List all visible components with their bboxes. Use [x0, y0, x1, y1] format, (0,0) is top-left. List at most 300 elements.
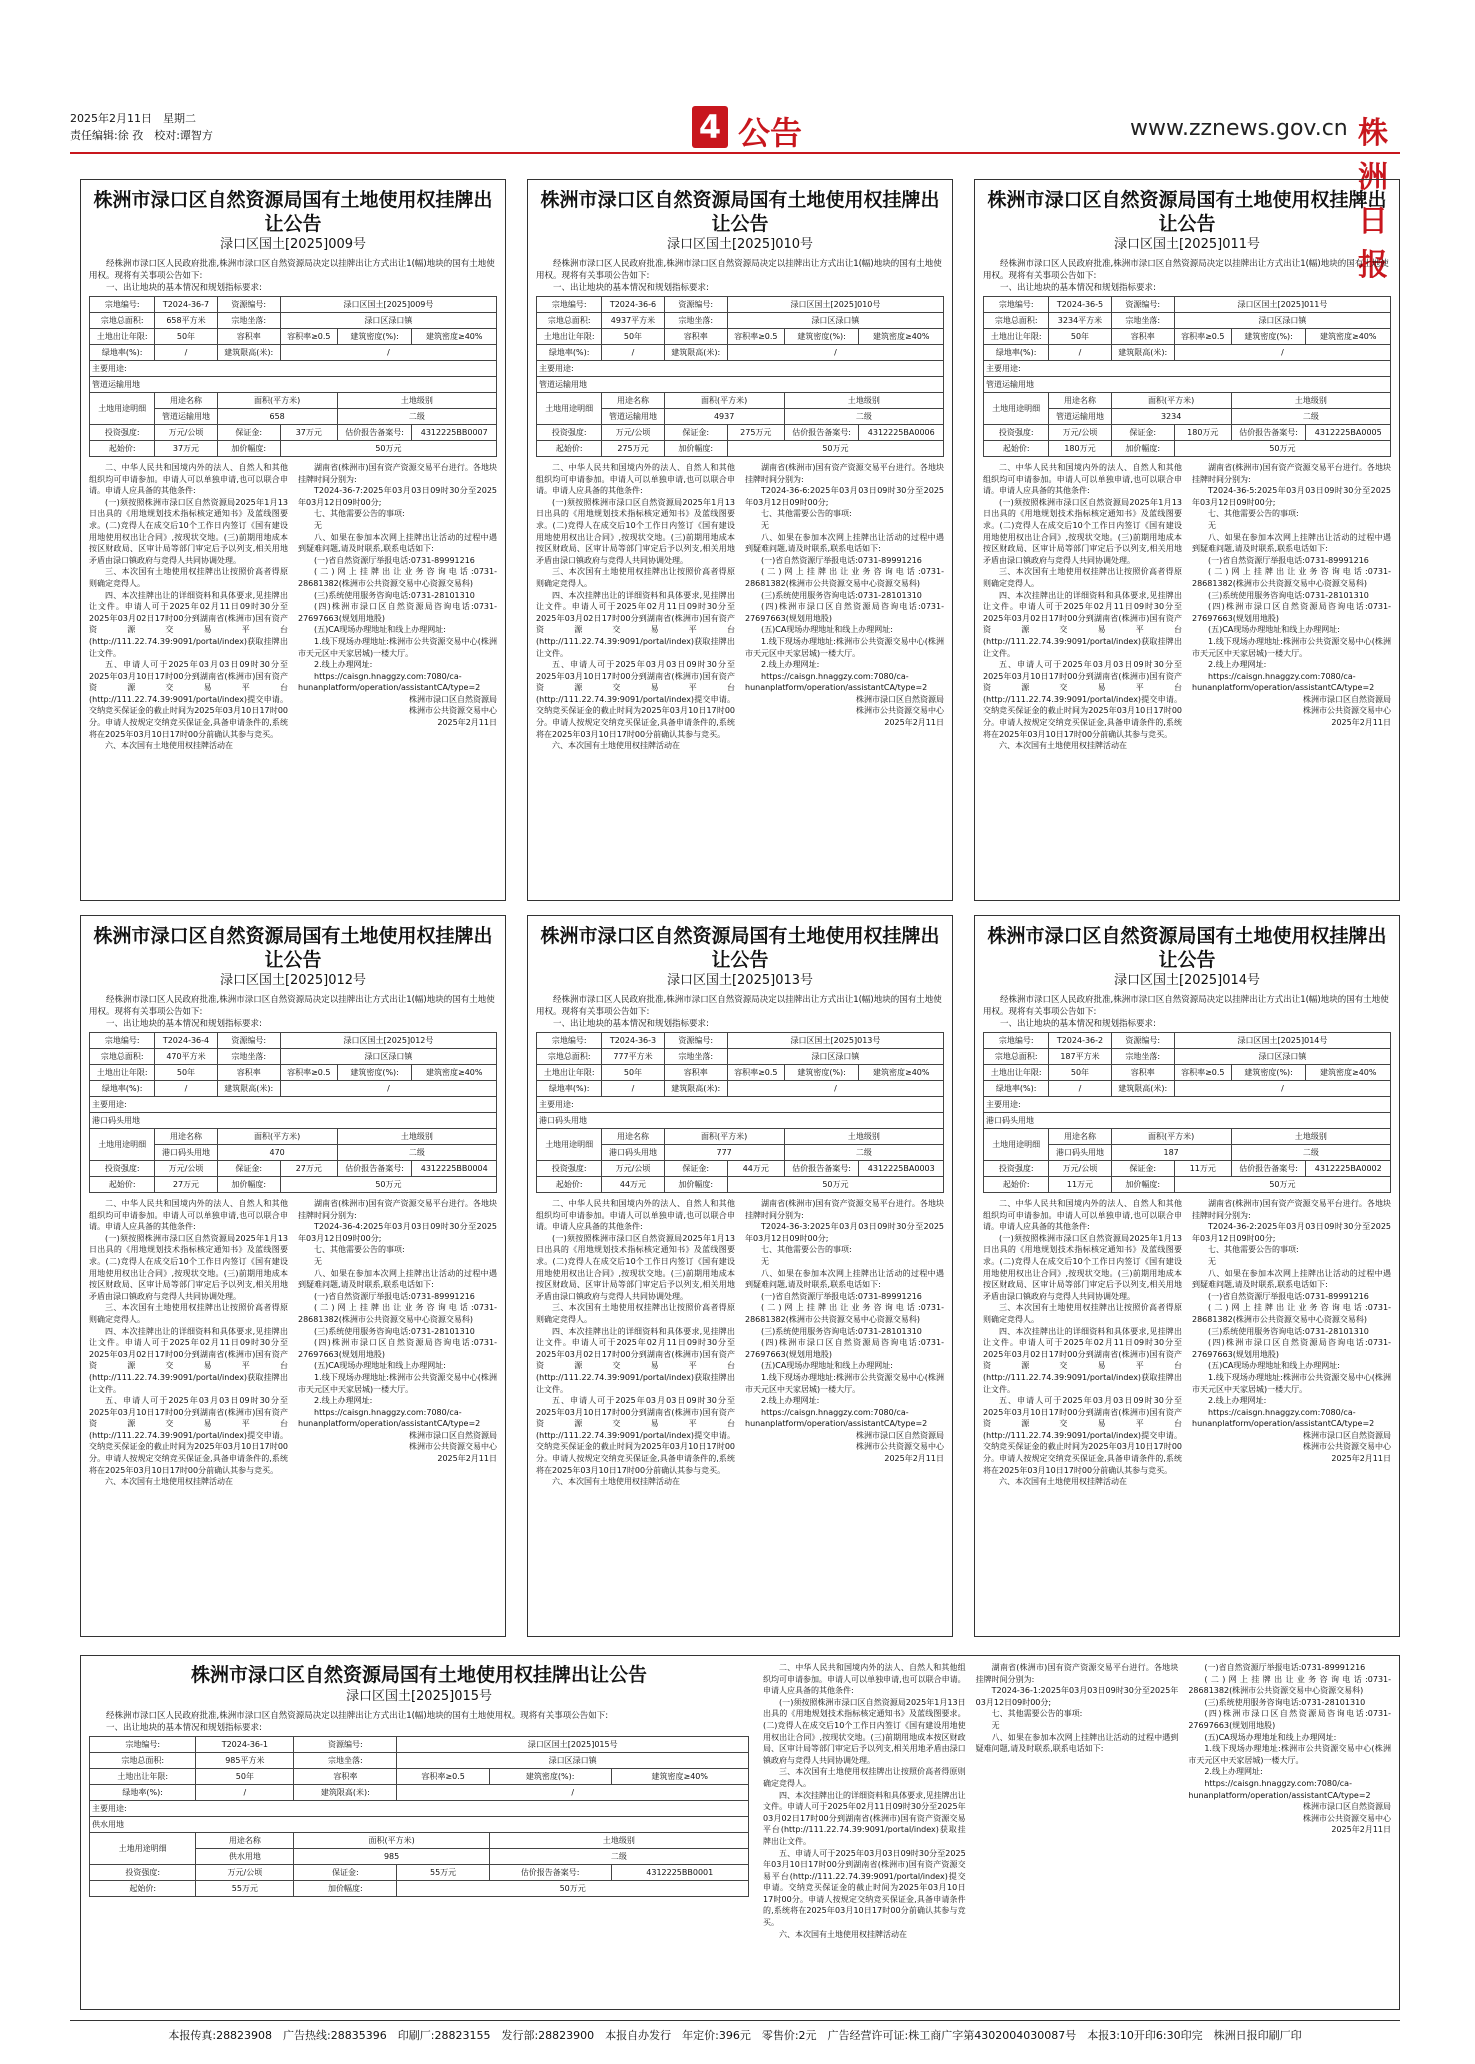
body-paragraph: (二)网上挂牌出让业务咨询电话:0731-28681382(株洲市公共资源交易中心资源交易科)	[745, 567, 944, 588]
value-area-sqm: 4937	[664, 409, 784, 425]
body-paragraph: 八、如果在参加本次网上挂牌出让活动的过程中遇到疑难问题,请及时联系,联系电话如下:	[1192, 532, 1391, 554]
body-paragraph: 八、如果在参加本次网上挂牌出让活动的过程中遇到疑难问题,请及时联系,联系电话如下:	[975, 1732, 1179, 1754]
sign-date: 2025年2月11日	[1331, 718, 1391, 728]
label-greening: 绿地率(%):	[90, 1081, 155, 1097]
value-far: 容积率≥0.5	[280, 329, 337, 345]
label-increment: 加价幅度:	[217, 1177, 280, 1193]
notice-intro: 经株洲市渌口区人民政府批准,株洲市渌口区自然资源局决定以挂牌出让方式出让1(幅)地块的国有土地使用权。现将有关事项公告如下:	[89, 995, 495, 1017]
body-col-left	[89, 1198, 288, 1488]
label-detail: 土地用途明细	[537, 393, 602, 425]
label-land-grade: 土地级别	[784, 1129, 943, 1145]
value-greening: /	[1049, 1081, 1111, 1097]
label-parcel-no: 宗地编号:	[984, 297, 1049, 313]
value-estimate: 4312225BB0007	[412, 425, 497, 441]
label-investment: 投资强度:	[984, 1161, 1049, 1177]
body-paragraph: 湖南省(株洲市)国有资产资源交易平台进行。各地块挂牌时间分别为:	[745, 1199, 944, 1220]
header-rule	[70, 152, 1400, 154]
value-setback: /	[1174, 345, 1390, 361]
label-use-name: 用途名称	[602, 393, 664, 409]
label-asset-no: 资源编号:	[1111, 1033, 1174, 1049]
body-paragraph: 六、本次国有土地使用权挂牌活动在	[779, 1929, 907, 1939]
label-area: 宗地总面积:	[90, 313, 155, 329]
label-far: 容积率	[664, 329, 727, 345]
label-detail: 土地用途明细	[90, 393, 155, 425]
notice-title: 株洲市渌口区自然资源局国有土地使用权挂牌出让公告	[540, 189, 940, 235]
label-density: 建筑密度(%):	[784, 329, 859, 345]
label-area-sqm: 面积(平方米)	[217, 1129, 337, 1145]
body-paragraph: 六、本次国有土地使用权挂牌活动在	[105, 741, 233, 751]
value-use-name: 管道运输用地	[155, 409, 217, 425]
label-increment: 加价幅度:	[1111, 441, 1174, 457]
value-greening: /	[155, 345, 217, 361]
body-paragraph: 六、本次国有土地使用权挂牌活动在	[999, 1477, 1127, 1487]
notice-title: 株洲市渌口区自然资源局国有土地使用权挂牌出让公告	[987, 189, 1387, 235]
body-paragraph: https://caisgn.hnaggzy.com:7080/ca-hunanplatform/operation/assistantCA/type=2	[298, 1407, 481, 1429]
body-paragraph: 二、中华人民共和国境内外的法人、自然人和其他组织均可申请参加。申请人可以单独申请,也可以联合申请。申请人应具备的其他条件:	[89, 463, 288, 496]
body-paragraph: (三)系统使用服务咨询电话:0731-28101310	[314, 590, 475, 600]
parcel-table	[89, 296, 497, 457]
body-paragraph: 1.线下现场办理地址:株洲市公共资源交易中心(株洲市天元区中天家居城)一楼大厅。	[298, 1372, 497, 1394]
label-location: 宗地坐落:	[1111, 313, 1174, 329]
body-col-right	[745, 462, 944, 752]
label-start: 起始价:	[537, 441, 602, 457]
notice-body	[536, 462, 944, 752]
body-paragraph: (一)须按照株洲市渌口区自然资源局2025年1月13日出具的《用地规划技术指标核定通知书》及蓝线图要求。(二)竞得人在成交后10个工作日内签订《国有建设用地使用权出让合同》,按现状交地。(三)前期用地成本按区财政局、区审计局等部门审定后予以列支,相关用地矛盾由渌口镇政府与竞得人共同协调处理。	[983, 1233, 1182, 1301]
body-paragraph: (五)CA现场办理地址和线上办理网址:	[761, 1361, 893, 1371]
value-location: 渌口区渌口镇	[1174, 1049, 1390, 1065]
label-estimate: 估价报告备案号:	[489, 1865, 611, 1881]
value-asset-no: 渌口区国土[2025]013号	[727, 1033, 943, 1049]
label-investment: 投资强度:	[90, 425, 155, 441]
value-use: 管道运输用地	[537, 377, 944, 393]
body-paragraph: 四、本次挂牌出让的详细资料和具体要求,见挂牌出让文件。申请人可于2025年02月11日09时30分至2025年03月02日17时00分到湖南省(株洲市)国有资产资源交易平台(http://111.22.74.39:9091/portal/index)获取挂牌出让文件。	[89, 1326, 288, 1394]
label-greening: 绿地率(%):	[537, 345, 602, 361]
value-area-sqm: 777	[664, 1145, 784, 1161]
label-far: 容积率	[1111, 329, 1174, 345]
value-start: 27万元	[155, 1177, 217, 1193]
body-paragraph: 七、其他需要公告的事项:	[314, 1245, 405, 1255]
value-area: 658平方米	[155, 313, 217, 329]
body-paragraph: 三、本次国有土地使用权挂牌出让按照价高者得原则确定竞得人。	[536, 1303, 735, 1324]
notice-subhead: 一、出让地块的基本情况和规划指标要求:	[1000, 1019, 1156, 1029]
label-increment: 加价幅度:	[664, 1177, 727, 1193]
label-area-sqm: 面积(平方米)	[1111, 1129, 1231, 1145]
body-paragraph: 二、中华人民共和国境内外的法人、自然人和其他组织均可申请参加。申请人可以单独申请,也可以联合申请。申请人应具备的其他条件:	[89, 1199, 288, 1232]
body-paragraph: 无	[314, 520, 322, 530]
body-paragraph: (三)系统使用服务咨询电话:0731-28101310	[761, 1326, 922, 1336]
value-area: 985平方米	[196, 1753, 294, 1769]
label-guarantee: 保证金:	[294, 1865, 397, 1881]
body-paragraph: https://caisgn.hnaggzy.com:7080/ca-hunanplatform/operation/assistantCA/type=2	[1192, 671, 1375, 693]
label-location: 宗地坐落:	[217, 313, 280, 329]
label-start: 起始价:	[537, 1177, 602, 1193]
body-col-2	[976, 1662, 1179, 2003]
label-term: 土地出让年限:	[984, 1065, 1049, 1081]
label-guarantee: 保证金:	[664, 425, 727, 441]
schedule-line: T2024-36-3:2025年03月03日09时30分至2025年03月12日09时00分;	[745, 1222, 944, 1243]
value-start: 180万元	[1049, 441, 1111, 457]
sign-date: 2025年2月11日	[884, 1454, 944, 1464]
notice-intro: 经株洲市渌口区人民政府批准,株洲市渌口区自然资源局决定以挂牌出让方式出让1(幅)地块的国有土地使用权。现将有关事项公告如下:	[89, 259, 495, 281]
label-increment: 加价幅度:	[217, 441, 280, 457]
notice-subhead: 一、出让地块的基本情况和规划指标要求:	[106, 1019, 262, 1029]
notice-number: 渌口区国土[2025]011号	[1113, 237, 1261, 252]
value-asset-no: 渌口区国土[2025]011号	[1174, 297, 1390, 313]
value-start: 275万元	[602, 441, 664, 457]
value-land-grade: 二级	[337, 1145, 496, 1161]
label-start: 起始价:	[90, 1177, 155, 1193]
label-investment: 投资强度:	[984, 425, 1049, 441]
value-far: 容积率≥0.5	[397, 1769, 490, 1785]
page-footer: 本报传真:28823908 广告热线:28835396 印刷厂:28823155 发行部:28823900 本报自办发行 年定价:396元 零售价:2元 广告经营许可证:株工商广字第4302004030087号 本报3:10开印6:30印完 株洲日报印刷厂印	[70, 2020, 1400, 2043]
value-land-grade: 二级	[1231, 409, 1390, 425]
value-use: 港口码头用地	[90, 1113, 497, 1129]
label-detail: 土地用途明细	[90, 1129, 155, 1161]
value-land-grade: 二级	[337, 409, 496, 425]
body-paragraph: 二、中华人民共和国境内外的法人、自然人和其他组织均可申请参加。申请人可以单独申请,也可以联合申请。申请人应具备的其他条件:	[763, 1663, 966, 1696]
body-paragraph: 三、本次国有土地使用权挂牌出让按照价高者得原则确定竞得人。	[536, 567, 735, 588]
value-area-sqm: 658	[217, 409, 337, 425]
body-paragraph: 湖南省(株洲市)国有资产资源交易平台进行。各地块挂牌时间分别为:	[298, 1199, 497, 1220]
body-paragraph: (一)须按照株洲市渌口区自然资源局2025年1月13日出具的《用地规划技术指标核定通知书》及蓝线图要求。(二)竞得人在成交后10个工作日内签订《国有建设用地使用权出让合同》,按现状交地。(三)前期用地成本按区财政局、区审计局等部门审定后予以列支,相关用地矛盾由渌口镇政府与竞得人共同协调处理。	[536, 497, 735, 565]
body-paragraph: (一)须按照株洲市渌口区自然资源局2025年1月13日出具的《用地规划技术指标核定通知书》及蓝线图要求。(二)竞得人在成交后10个工作日内签订《国有建设用地使用权出让合同》,按现状交地。(三)前期用地成本按区财政局、区审计局等部门审定后予以列支,相关用地矛盾由渌口镇政府与竞得人共同协调处理。	[89, 497, 288, 565]
body-paragraph: 无	[1208, 1256, 1216, 1266]
value-estimate: 4312225BA0006	[859, 425, 944, 441]
notice-title: 株洲市渌口区自然资源局国有土地使用权挂牌出让公告	[540, 925, 940, 971]
body-paragraph: 四、本次挂牌出让的详细资料和具体要求,见挂牌出让文件。申请人可于2025年02月11日09时30分至2025年03月02日17时00分到湖南省(株洲市)国有资产资源交易平台(http://111.22.74.39:9091/portal/index)获取挂牌出让文件。	[536, 590, 735, 658]
label-setback: 建筑限高(米):	[664, 345, 727, 361]
label-detail: 土地用途明细	[537, 1129, 602, 1161]
label-setback: 建筑限高(米):	[1111, 345, 1174, 361]
label-detail: 土地用途明细	[984, 1129, 1049, 1161]
label-asset-no: 资源编号:	[217, 297, 280, 313]
body-col-1	[763, 1662, 966, 2003]
body-paragraph: (二)网上挂牌出让业务咨询电话:0731-28681382(株洲市公共资源交易中心资源交易科)	[298, 1303, 497, 1324]
label-land-grade: 土地级别	[337, 393, 496, 409]
label-term: 土地出让年限:	[90, 1065, 155, 1081]
body-col-right	[298, 1198, 497, 1488]
label-land-grade: 土地级别	[1231, 1129, 1390, 1145]
body-paragraph: (四)株洲市渌口区自然资源局咨询电话:0731-27697663(规划用地股)	[1192, 602, 1391, 623]
parcel-table	[89, 1736, 749, 1897]
body-paragraph: (二)网上挂牌出让业务咨询电话:0731-28681382(株洲市公共资源交易中心资源交易科)	[1192, 567, 1391, 588]
value-density: 建筑密度≥40%	[1306, 1065, 1391, 1081]
body-paragraph: 无	[761, 520, 769, 530]
label-start: 起始价:	[90, 441, 155, 457]
notice-card	[974, 179, 1400, 901]
body-paragraph: 二、中华人民共和国境内外的法人、自然人和其他组织均可申请参加。申请人可以单独申请,也可以联合申请。申请人应具备的其他条件:	[536, 1199, 735, 1232]
label-location: 宗地坐落:	[217, 1049, 280, 1065]
schedule-line: T2024-36-5:2025年03月03日09时30分至2025年03月12日09时00分;	[1192, 486, 1391, 507]
label-investment: 投资强度:	[90, 1161, 155, 1177]
body-col-left	[536, 462, 735, 752]
notice-body	[89, 1198, 497, 1488]
label-asset-no: 资源编号:	[294, 1737, 397, 1753]
body-paragraph: (三)系统使用服务咨询电话:0731-28101310	[1204, 1697, 1366, 1707]
value-guarantee: 55万元	[397, 1865, 490, 1881]
notice-subhead: 一、出让地块的基本情况和规划指标要求:	[553, 283, 709, 293]
value-far: 容积率≥0.5	[280, 1065, 337, 1081]
value-investment: 万元/公顷	[1049, 1161, 1111, 1177]
label-area: 宗地总面积:	[90, 1049, 155, 1065]
value-land-grade: 二级	[784, 409, 943, 425]
notice-card	[527, 179, 953, 901]
value-area-sqm: 470	[217, 1145, 337, 1161]
value-area: 3234平方米	[1049, 313, 1111, 329]
value-area: 187平方米	[1049, 1049, 1111, 1065]
value-term: 50年	[1049, 1065, 1111, 1081]
body-col-left	[983, 462, 1182, 752]
value-start: 44万元	[602, 1177, 664, 1193]
notice-intro: 经株洲市渌口区人民政府批准,株洲市渌口区自然资源局决定以挂牌出让方式出让1(幅)地块的国有土地使用权。现将有关事项公告如下:	[983, 995, 1389, 1017]
value-guarantee: 275万元	[727, 425, 784, 441]
signer: 株洲市公共资源交易中心	[856, 706, 944, 716]
label-area: 宗地总面积:	[90, 1753, 196, 1769]
value-setback: /	[280, 1081, 496, 1097]
label-far: 容积率	[664, 1065, 727, 1081]
body-paragraph: 四、本次挂牌出让的详细资料和具体要求,见挂牌出让文件。申请人可于2025年02月11日09时30分至2025年03月02日17时00分到湖南省(株洲市)国有资产资源交易平台(http://111.22.74.39:9091/portal/index)获取挂牌出让文件。	[763, 1790, 966, 1846]
body-paragraph: 1.线下现场办理地址:株洲市公共资源交易中心(株洲市天元区中天家居城)一楼大厅。	[1188, 1744, 1392, 1765]
label-density: 建筑密度(%):	[1231, 329, 1306, 345]
signer: 株洲市公共资源交易中心	[856, 1442, 944, 1452]
label-guarantee: 保证金:	[1111, 1161, 1174, 1177]
value-area-sqm: 3234	[1111, 409, 1231, 425]
body-paragraph: 五、申请人可于2025年03月03日09时30分至2025年03月10日17时00分到湖南省(株洲市)国有资产资源交易平台(http://111.22.74.39:9091/portal/index)提交申请。交纳竞买保证金的截止时间为2025年03月10日17时00分。申请人按规定交纳竞买保证金,具备申请条件的,系统将在2025年03月10日17时00分前确认其参与竞买。	[763, 1848, 966, 1928]
body-paragraph: 无	[991, 1720, 1000, 1730]
value-location: 渌口区渌口镇	[727, 313, 943, 329]
notice-subhead: 一、出让地块的基本情况和规划指标要求:	[1000, 283, 1156, 293]
label-greening: 绿地率(%):	[984, 345, 1049, 361]
label-increment: 加价幅度:	[664, 441, 727, 457]
body-col-3	[1188, 1662, 1391, 2003]
editor-credits: 责任编辑:徐 孜 校对:谭智方	[70, 129, 213, 142]
label-far: 容积率	[217, 1065, 280, 1081]
notice-intro: 经株洲市渌口区人民政府批准,株洲市渌口区自然资源局决定以挂牌出让方式出让1(幅)地块的国有土地使用权。现将有关事项公告如下:	[106, 1711, 609, 1721]
body-paragraph: 湖南省(株洲市)国有资产资源交易平台进行。各地块挂牌时间分别为:	[975, 1663, 1179, 1684]
label-asset-no: 资源编号:	[664, 1033, 727, 1049]
signer: 株洲市公共资源交易中心	[409, 706, 497, 716]
value-density: 建筑密度≥40%	[412, 1065, 497, 1081]
sign-date: 2025年2月11日	[1331, 1454, 1391, 1464]
label-estimate: 估价报告备案号:	[1231, 425, 1306, 441]
value-land-grade: 二级	[784, 1145, 943, 1161]
schedule-line: T2024-36-7:2025年03月03日09时30分至2025年03月12日09时00分;	[298, 486, 497, 507]
body-paragraph: 1.线下现场办理地址:株洲市公共资源交易中心(株洲市天元区中天家居城)一楼大厅。	[745, 636, 944, 658]
parcel-table	[983, 1032, 1391, 1193]
value-investment: 万元/公顷	[155, 425, 217, 441]
label-use-name: 用途名称	[1049, 393, 1111, 409]
label-asset-no: 资源编号:	[664, 297, 727, 313]
value-parcel-no: T2024-36-2	[1049, 1033, 1111, 1049]
label-detail: 土地用途明细	[90, 1833, 196, 1865]
value-start: 11万元	[1049, 1177, 1111, 1193]
body-paragraph: 1.线下现场办理地址:株洲市公共资源交易中心(株洲市天元区中天家居城)一楼大厅。	[1192, 636, 1391, 658]
label-land-grade: 土地级别	[337, 1129, 496, 1145]
body-col-left	[89, 462, 288, 752]
label-land-grade: 土地级别	[1231, 393, 1390, 409]
body-paragraph: 1.线下现场办理地址:株洲市公共资源交易中心(株洲市天元区中天家居城)一楼大厅。	[1192, 1372, 1391, 1394]
body-paragraph: (四)株洲市渌口区自然资源局咨询电话:0731-27697663(规划用地股)	[745, 1338, 944, 1359]
value-area: 470平方米	[155, 1049, 217, 1065]
signer: 株洲市公共资源交易中心	[409, 1442, 497, 1452]
schedule-line: T2024-36-6:2025年03月03日09时30分至2025年03月12日09时00分;	[745, 486, 944, 507]
label-increment: 加价幅度:	[1111, 1177, 1174, 1193]
body-paragraph: 七、其他需要公告的事项:	[991, 1709, 1083, 1719]
label-use: 主要用途:	[537, 1097, 944, 1113]
body-paragraph: (五)CA现场办理地址和线上办理网址:	[314, 1361, 446, 1371]
label-parcel-no: 宗地编号:	[90, 297, 155, 313]
label-area: 宗地总面积:	[537, 1049, 602, 1065]
value-start: 37万元	[155, 441, 217, 457]
label-investment: 投资强度:	[537, 1161, 602, 1177]
label-setback: 建筑限高(米):	[217, 1081, 280, 1097]
section-title: 公告	[738, 114, 803, 152]
label-use: 主要用途:	[90, 1801, 749, 1817]
notice-body	[89, 462, 497, 752]
signer: 株洲市公共资源交易中心	[1303, 1813, 1392, 1823]
value-far: 容积率≥0.5	[1174, 329, 1231, 345]
notice-number: 渌口区国土[2025]015号	[345, 1689, 493, 1704]
body-paragraph: 六、本次国有土地使用权挂牌活动在	[999, 741, 1127, 751]
value-location: 渌口区渌口镇	[1174, 313, 1390, 329]
label-density: 建筑密度(%):	[489, 1769, 611, 1785]
signer: 株洲市渌口区自然资源局	[1303, 1430, 1391, 1440]
label-greening: 绿地率(%):	[537, 1081, 602, 1097]
label-setback: 建筑限高(米):	[1111, 1081, 1174, 1097]
body-paragraph: 四、本次挂牌出让的详细资料和具体要求,见挂牌出让文件。申请人可于2025年02月11日09时30分至2025年03月02日17时00分到湖南省(株洲市)国有资产资源交易平台(http://111.22.74.39:9091/portal/index)获取挂牌出让文件。	[983, 590, 1182, 658]
value-setback: /	[727, 1081, 943, 1097]
value-investment: 万元/公顷	[155, 1161, 217, 1177]
value-use: 港口码头用地	[984, 1113, 1391, 1129]
label-use: 主要用途:	[984, 361, 1391, 377]
value-increment: 50万元	[280, 441, 496, 457]
body-paragraph: (一)须按照株洲市渌口区自然资源局2025年1月13日出具的《用地规划技术指标核定通知书》及蓝线图要求。(二)竞得人在成交后10个工作日内签订《国有建设用地使用权出让合同》,按现状交地。(三)前期用地成本按区财政局、区审计局等部门审定后予以列支,相关用地矛盾由渌口镇政府与竞得人共同协调处理。	[983, 497, 1182, 565]
value-asset-no: 渌口区国土[2025]014号	[1174, 1033, 1390, 1049]
body-paragraph: 七、其他需要公告的事项:	[314, 509, 405, 519]
label-far: 容积率	[217, 329, 280, 345]
value-asset-no: 渌口区国土[2025]009号	[280, 297, 496, 313]
body-paragraph: 三、本次国有土地使用权挂牌出让按照价高者得原则确定竞得人。	[763, 1767, 966, 1788]
label-land-grade: 土地级别	[489, 1833, 748, 1849]
body-col-left	[983, 1198, 1182, 1488]
body-paragraph: (二)网上挂牌出让业务咨询电话:0731-28681382(株洲市公共资源交易中心资源交易科)	[1192, 1303, 1391, 1324]
value-use-name: 供水用地	[196, 1849, 294, 1865]
value-setback: /	[280, 345, 496, 361]
label-setback: 建筑限高(米):	[664, 1081, 727, 1097]
label-increment: 加价幅度:	[294, 1881, 397, 1897]
parcel-table	[536, 1032, 944, 1193]
label-location: 宗地坐落:	[1111, 1049, 1174, 1065]
sign-date: 2025年2月11日	[437, 1454, 497, 1464]
value-setback: /	[727, 345, 943, 361]
value-far: 容积率≥0.5	[727, 329, 784, 345]
body-paragraph: 1.线下现场办理地址:株洲市公共资源交易中心(株洲市天元区中天家居城)一楼大厅。	[298, 636, 497, 658]
value-use-name: 管道运输用地	[1049, 409, 1111, 425]
body-paragraph: 五、申请人可于2025年03月03日09时30分至2025年03月10日17时00分到湖南省(株洲市)国有资产资源交易平台(http://111.22.74.39:9091/portal/index)提交申请。交纳竞买保证金的截止时间为2025年03月10日17时00分。申请人按规定交纳竞买保证金,具备申请条件的,系统将在2025年03月10日17时00分前确认其参与竞买。	[89, 660, 288, 739]
label-estimate: 估价报告备案号:	[784, 1161, 859, 1177]
value-location: 渌口区渌口镇	[280, 1049, 496, 1065]
body-paragraph: (一)省自然资源厅举报电话:0731-89991216	[1208, 555, 1369, 565]
value-density: 建筑密度≥40%	[859, 1065, 944, 1081]
body-paragraph: 2.线上办理网址:	[1208, 660, 1267, 670]
value-location: 渌口区渌口镇	[727, 1049, 943, 1065]
body-paragraph: 三、本次国有土地使用权挂牌出让按照价高者得原则确定竞得人。	[983, 567, 1182, 588]
signer: 株洲市公共资源交易中心	[1303, 706, 1391, 716]
value-term: 50年	[196, 1769, 294, 1785]
value-increment: 50万元	[727, 441, 943, 457]
notice-intro: 经株洲市渌口区人民政府批准,株洲市渌口区自然资源局决定以挂牌出让方式出让1(幅)地块的国有土地使用权。现将有关事项公告如下:	[536, 259, 942, 281]
notice-card	[80, 179, 506, 901]
value-use-name: 管道运输用地	[602, 409, 664, 425]
label-use-name: 用途名称	[196, 1833, 294, 1849]
value-density: 建筑密度≥40%	[859, 329, 944, 345]
value-parcel-no: T2024-36-6	[602, 297, 664, 313]
label-estimate: 估价报告备案号:	[1231, 1161, 1306, 1177]
label-estimate: 估价报告备案号:	[337, 425, 412, 441]
value-term: 50年	[602, 329, 664, 345]
value-use-name: 港口码头用地	[1049, 1145, 1111, 1161]
label-term: 土地出让年限:	[537, 1065, 602, 1081]
label-greening: 绿地率(%):	[90, 1785, 196, 1801]
body-col-left	[536, 1198, 735, 1488]
signer: 株洲市渌口区自然资源局	[1303, 694, 1391, 704]
label-parcel-no: 宗地编号:	[90, 1737, 196, 1753]
label-use-name: 用途名称	[1049, 1129, 1111, 1145]
label-area-sqm: 面积(平方米)	[217, 393, 337, 409]
label-location: 宗地坐落:	[664, 313, 727, 329]
body-paragraph: 四、本次挂牌出让的详细资料和具体要求,见挂牌出让文件。申请人可于2025年02月11日09时30分至2025年03月02日17时00分到湖南省(株洲市)国有资产资源交易平台(http://111.22.74.39:9091/portal/index)获取挂牌出让文件。	[536, 1326, 735, 1394]
body-paragraph: (四)株洲市渌口区自然资源局咨询电话:0731-27697663(规划用地股)	[1188, 1709, 1392, 1730]
value-investment: 万元/公顷	[602, 425, 664, 441]
body-paragraph: 湖南省(株洲市)国有资产资源交易平台进行。各地块挂牌时间分别为:	[1192, 463, 1391, 484]
newspaper-logo: 株洲日报	[1358, 116, 1388, 283]
label-area-sqm: 面积(平方米)	[664, 393, 784, 409]
value-land-grade: 二级	[489, 1849, 748, 1865]
label-parcel-no: 宗地编号:	[90, 1033, 155, 1049]
body-paragraph: 二、中华人民共和国境内外的法人、自然人和其他组织均可申请参加。申请人可以单独申请,也可以联合申请。申请人应具备的其他条件:	[983, 463, 1182, 496]
notice-number: 渌口区国土[2025]012号	[219, 973, 367, 988]
label-parcel-no: 宗地编号:	[537, 297, 602, 313]
body-paragraph: 2.线上办理网址:	[1208, 1396, 1267, 1406]
body-paragraph: (二)网上挂牌出让业务咨询电话:0731-28681382(株洲市公共资源交易中心资源交易科)	[1188, 1674, 1392, 1696]
value-increment: 50万元	[727, 1177, 943, 1193]
schedule-line: T2024-36-2:2025年03月03日09时30分至2025年03月12日09时00分;	[1192, 1222, 1391, 1243]
value-term: 50年	[1049, 329, 1111, 345]
body-paragraph: (一)须按照株洲市渌口区自然资源局2025年1月13日出具的《用地规划技术指标核定通知书》及蓝线图要求。(二)竞得人在成交后10个工作日内签订《国有建设用地使用权出让合同》,按现状交地。(三)前期用地成本按区财政局、区审计局等部门审定后予以列支,相关用地矛盾由渌口镇政府与竞得人共同协调处理。	[536, 1233, 735, 1301]
label-density: 建筑密度(%):	[1231, 1065, 1306, 1081]
label-use-name: 用途名称	[602, 1129, 664, 1145]
body-paragraph: 湖南省(株洲市)国有资产资源交易平台进行。各地块挂牌时间分别为:	[745, 463, 944, 484]
label-investment: 投资强度:	[537, 425, 602, 441]
notice-subhead: 一、出让地块的基本情况和规划指标要求:	[106, 283, 262, 293]
body-col-right	[745, 1198, 944, 1488]
body-paragraph: 八、如果在参加本次网上挂牌出让活动的过程中遇到疑难问题,请及时联系,联系电话如下:	[745, 1268, 944, 1290]
label-use: 主要用途:	[537, 361, 944, 377]
body-paragraph: (四)株洲市渌口区自然资源局咨询电话:0731-27697663(规划用地股)	[1192, 1338, 1391, 1359]
value-term: 50年	[155, 1065, 217, 1081]
value-guarantee: 11万元	[1174, 1161, 1231, 1177]
label-use-name: 用途名称	[155, 393, 217, 409]
value-increment: 50万元	[280, 1177, 496, 1193]
body-paragraph: 八、如果在参加本次网上挂牌出让活动的过程中遇到疑难问题,请及时联系,联系电话如下:	[745, 532, 944, 554]
notice-body	[536, 1198, 944, 1488]
notice-card	[974, 915, 1400, 1637]
body-col-right	[1192, 1198, 1391, 1488]
value-greening: /	[602, 345, 664, 361]
label-area-sqm: 面积(平方米)	[294, 1833, 490, 1849]
issue-info	[70, 110, 213, 144]
site-url[interactable]: www.zznews.gov.cn	[1130, 116, 1348, 141]
